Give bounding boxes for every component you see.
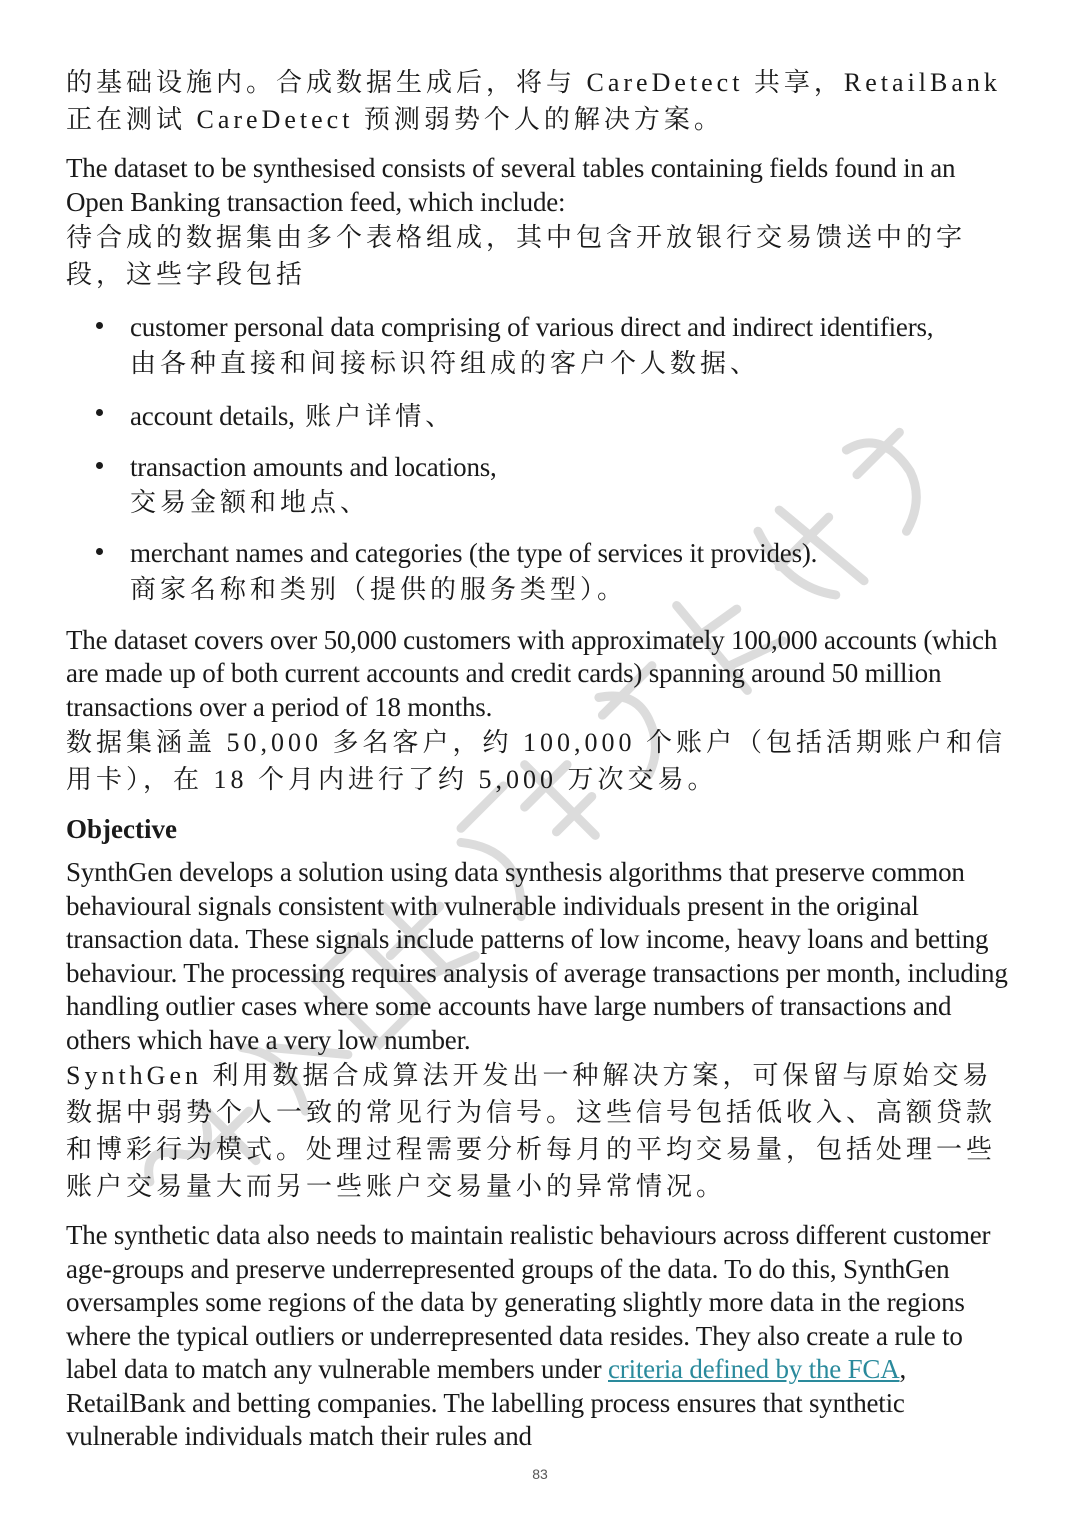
paragraph-dataset-zh: 待合成的数据集由多个表格组成，其中包含开放银行交易馈送中的字段，这些字段包括 bbox=[66, 223, 967, 289]
bullet-icon bbox=[96, 462, 103, 469]
document-page bbox=[66, 64, 1016, 1468]
page-number: 83 bbox=[532, 1466, 548, 1482]
paragraph-objective-en: SynthGen develops a solution using data synthesis algorithms that preserve common behavioural signals consistent with vulnerable individuals present in the original transaction data. These signals include patterns of low income, heavy loans and betting behaviour. The processing requires analysis of average transactions per month, including handling outlier cases where some accounts have large numbers of transactions and others which have a very low number. bbox=[66, 857, 1008, 1055]
list-item-en: merchant names and categories (the type of services it provides). bbox=[130, 538, 818, 568]
list-item-zh: 由各种直接和间接标识符组成的客户个人数据、 bbox=[130, 348, 761, 378]
section-heading-objective: Objective bbox=[66, 814, 177, 844]
paragraph-dataset bbox=[66, 152, 1016, 293]
paragraph-synthetic-text-end: , RetailBank and betting companies. The labelling process ensures that synthetic vulnerable individuals match their rules and bbox=[66, 1354, 907, 1451]
list-item-zh: 交易金额和地点、 bbox=[130, 488, 371, 517]
paragraph-dataset-en: The dataset to be synthesised consists of several tables containing fields found in an Open Banking transaction feed, which include: bbox=[66, 153, 956, 217]
fca-criteria-link[interactable]: criteria defined by the FCA bbox=[608, 1354, 900, 1384]
paragraph-coverage-zh: 数据集涵盖 50,000 多名客户，约 100,000 个账户（包括活期账户和信用卡），在 18 个月内进行了约 5,000 万次交易。 bbox=[66, 728, 1007, 794]
list-item-en: account details, bbox=[130, 400, 295, 431]
bullet-icon bbox=[96, 322, 103, 329]
bullet-icon bbox=[96, 409, 103, 416]
paragraph-synthetic-text: The synthetic data also needs to maintain realistic behaviours across different customer age-groups and preserve underrepresented groups of the data. To do this, SynthGen oversamples some regions of the data by generating slightly more data in the regions where the typical outliers or underrepresented data resides. They also create a rule to label data to match any vulnerable members under bbox=[66, 1220, 991, 1384]
list-item bbox=[66, 311, 1016, 382]
paragraph-objective bbox=[66, 856, 1016, 1205]
field-list bbox=[66, 311, 1016, 608]
list-item-zh: 商家名称和类别（提供的服务类型）。 bbox=[130, 574, 628, 604]
paragraph-objective-zh: SynthGen 利用数据合成算法开发出一种解决方案，可保留与原始交易数据中弱势个人一致的常见行为信号。这些信号包括低收入、高额贷款和博彩行为模式。处理过程需要分析每月的平均交易量，包括处理一些账户交易量大而另一些账户交易量小的异常情况。 bbox=[66, 1061, 997, 1201]
paragraph-coverage bbox=[66, 624, 1016, 799]
list-item bbox=[66, 451, 1016, 522]
list-item-en: transaction amounts and locations, bbox=[130, 451, 497, 482]
list-item bbox=[66, 537, 1016, 608]
paragraph-synthetic bbox=[66, 1219, 1016, 1454]
list-item bbox=[66, 398, 1016, 435]
paragraph-coverage-en: The dataset covers over 50,000 customers with approximately 100,000 accounts (which are made up of both current accounts and credit cards) spanning around 50 million transactions over a period of 18 months. bbox=[66, 624, 998, 722]
list-item-en: customer personal data comprising of various direct and indirect identifiers, bbox=[130, 312, 934, 342]
bullet-icon bbox=[96, 548, 103, 555]
list-item-zh: 账户详情、 bbox=[294, 401, 456, 431]
paragraph-intro-zh: 的基础设施内。合成数据生成后，将与 CareDetect 共享，RetailBank 正在测试 CareDetect 预测弱势个人的解决方案。 bbox=[66, 68, 1001, 134]
